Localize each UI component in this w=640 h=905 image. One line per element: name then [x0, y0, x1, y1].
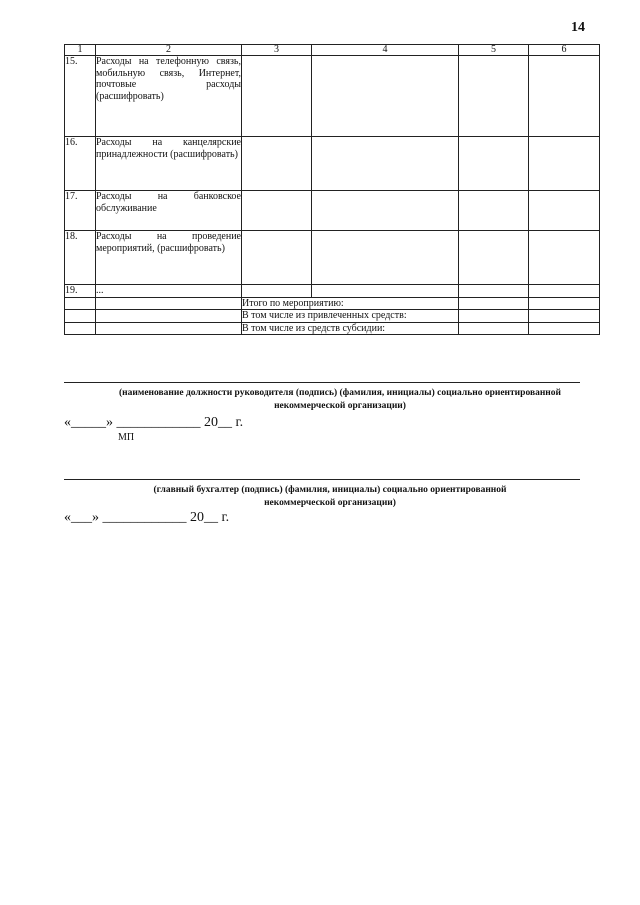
summary-label: В том числе из средств субсидии:: [242, 322, 459, 335]
table-row: [65, 56, 600, 137]
empty-cell: [529, 56, 600, 137]
empty-cell: [459, 231, 529, 285]
table-row: [65, 285, 600, 298]
empty-cell: [529, 137, 600, 191]
empty-cell: [65, 322, 96, 335]
row-number: 17.: [65, 191, 96, 231]
header-cell: 1: [65, 45, 96, 56]
empty-cell: [459, 285, 529, 298]
table-row: [65, 231, 600, 285]
header-cell: 3: [242, 45, 312, 56]
row-description: Расходы на канцелярские принадлежности (расшифровать): [96, 137, 242, 191]
row-number: 19.: [65, 285, 96, 298]
summary-row-total: [65, 297, 600, 310]
row-description: Расходы на банковское обслуживание: [96, 191, 242, 231]
head-date-line: «_____» ____________ 20__ г.: [64, 415, 244, 430]
table-header-row: [65, 45, 600, 56]
header-cell: 6: [529, 45, 600, 56]
accountant-signature-caption: (главный бухгалтер (подпись) (фамилия, инициалы) социально ориентированной некоммерческой организации): [153, 485, 507, 508]
empty-cell: [65, 297, 96, 310]
empty-cell: [96, 297, 242, 310]
empty-cell: [529, 310, 600, 323]
table-row: [65, 137, 600, 191]
accountant-date-line: «___» ____________ 20__ г.: [64, 510, 230, 525]
empty-cell: [529, 231, 600, 285]
empty-cell: [242, 285, 312, 298]
stamp-place-label: МП: [118, 432, 135, 443]
empty-cell: [312, 231, 459, 285]
header-cell: 4: [312, 45, 459, 56]
empty-cell: [459, 322, 529, 335]
summary-row-attracted: [65, 310, 600, 323]
page-number: 14: [571, 20, 585, 35]
empty-cell: [65, 310, 96, 323]
row-number: 15.: [65, 56, 96, 137]
header-cell: 5: [459, 45, 529, 56]
empty-cell: [529, 285, 600, 298]
summary-row-subsidy: [65, 322, 600, 335]
summary-label: Итого по мероприятию:: [242, 297, 459, 310]
empty-cell: [529, 322, 600, 335]
empty-cell: [459, 310, 529, 323]
empty-cell: [529, 297, 600, 310]
summary-label: В том числе из привлеченных средств:: [242, 310, 459, 323]
head-signature-line: [64, 382, 580, 383]
head-signature-caption: (наименование должности руководителя (подпись) (фамилия, инициалы) социально ориентированной некоммерческой организации): [118, 388, 562, 411]
row-description: Расходы на телефонную связь, мобильную связь, Интернет, почтовые расходы (расшифровать): [96, 56, 242, 137]
empty-cell: [242, 231, 312, 285]
expense-table: [64, 44, 600, 335]
empty-cell: [459, 191, 529, 231]
row-description: ...: [96, 285, 242, 298]
row-number: 16.: [65, 137, 96, 191]
row-description: Расходы на проведение мероприятий, (расшифровать): [96, 231, 242, 285]
empty-cell: [242, 191, 312, 231]
empty-cell: [529, 191, 600, 231]
table-row: [65, 191, 600, 231]
header-cell: 2: [96, 45, 242, 56]
empty-cell: [96, 322, 242, 335]
empty-cell: [242, 56, 312, 137]
empty-cell: [459, 137, 529, 191]
empty-cell: [96, 310, 242, 323]
empty-cell: [312, 56, 459, 137]
empty-cell: [312, 285, 459, 298]
empty-cell: [459, 56, 529, 137]
accountant-signature-line: [64, 479, 580, 480]
empty-cell: [312, 191, 459, 231]
row-number: 18.: [65, 231, 96, 285]
empty-cell: [459, 297, 529, 310]
empty-cell: [242, 137, 312, 191]
empty-cell: [312, 137, 459, 191]
